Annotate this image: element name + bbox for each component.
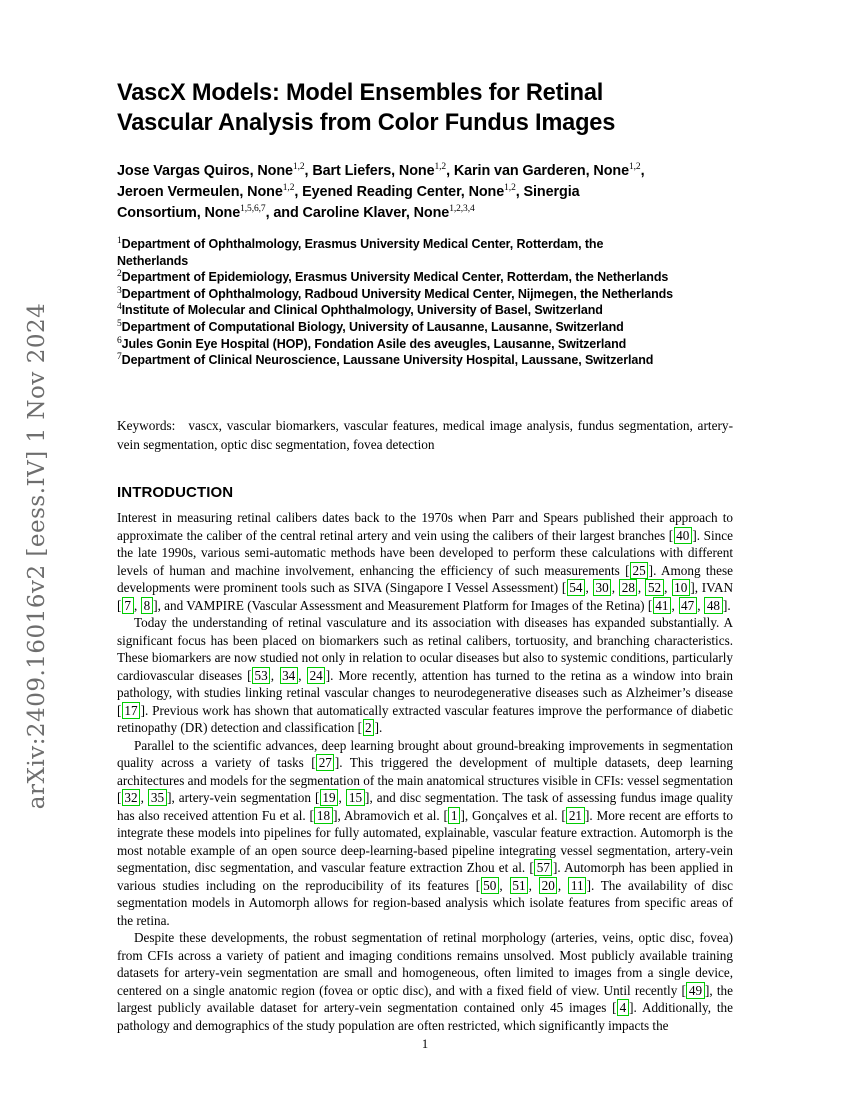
arxiv-watermark: arXiv:2409.16016v2 [eess.IV] 1 Nov 2024 [24, 302, 50, 810]
introduction-body [117, 509, 733, 1034]
superscript: 1,2 [434, 162, 447, 173]
paragraph-3: Parallel to the scientific advances, deep learning brought about ground-breaking improvements in segmentation quality across a variety of tasks [ 27 ]. This triggered the development of multiple datasets, deep learning architectures and models for the segmentation of the main anatomical structures visible in CFIs: vessel segmentation [ 32 , 35 ], artery-vein segmentation [ 19 , 15 ], and disc segmentation. The task of assessing fundus image quality has also received attention Fu et al. [ 18 ], Abramovich et al. [ 1 ], Gonçalves et al. [ 21 ]. More recent are efforts to integrate these models into pipelines for fully automated, explainable, vascular feature extraction. Automorph is the most notable example of an open source deep-learning-based pipeline integrating vessel segmentation, artery-vein segmentation, disc segmentation, and vascular feature extraction Zhou et al. [ 57 ]. Automorph has been applied in various studies including on the reproducibility of its features [ 50 , 51 , 20 , 11 ]. The availability of disc segmentation models in Automorph allows for region-based analysis which isolate features from specific areas of the retina. [117, 737, 734, 928]
citation-link[interactable]: 25 [630, 562, 648, 579]
citation-link[interactable]: 51 [510, 877, 528, 894]
citation-link[interactable]: 52 [645, 579, 663, 596]
superscript: 1,2,3,4 [449, 203, 475, 214]
keywords-text: vascx, vascular biomarkers, vascular features, medical image analysis, fundus segmentation, artery-vein segmentation, optic disc segmentation, fovea detection [117, 418, 733, 452]
superscript: 1 [117, 235, 122, 246]
citation-link[interactable]: 48 [704, 597, 722, 614]
citation-link[interactable]: 8 [141, 597, 153, 614]
citation-link[interactable]: 27 [316, 754, 334, 771]
paper-title-line-2: Vascular Analysis from Color Fundus Images [117, 110, 616, 136]
paper-title-line-1: VascX Models: Model Ensembles for Retinal [117, 80, 604, 106]
keywords-label: Keywords: [117, 418, 176, 433]
superscript: 5 [117, 318, 122, 329]
keywords-line [117, 417, 733, 454]
superscript: 6 [117, 335, 122, 346]
citation-link[interactable]: 21 [566, 807, 584, 824]
citation-link[interactable]: 41 [653, 597, 671, 614]
citation-link[interactable]: 15 [346, 789, 364, 806]
citation-link[interactable]: 18 [314, 807, 332, 824]
citation-link[interactable]: 10 [672, 579, 690, 596]
citation-link[interactable]: 50 [481, 877, 499, 894]
superscript: 1,5,6,7 [240, 203, 266, 214]
citation-link[interactable]: 7 [122, 597, 134, 614]
superscript: 1,2 [292, 162, 305, 173]
citation-link[interactable]: 30 [593, 579, 611, 596]
paper-title [117, 78, 757, 138]
superscript: 3 [117, 285, 122, 296]
page-number: 1 [421, 1037, 429, 1051]
citation-link[interactable]: 17 [122, 702, 140, 719]
citation-link[interactable]: 35 [148, 789, 166, 806]
citation-link[interactable]: 53 [252, 667, 270, 684]
superscript: 4 [117, 302, 122, 313]
citation-link[interactable]: 47 [679, 597, 697, 614]
section-heading-introduction: INTRODUCTION [117, 484, 234, 501]
superscript: 7 [117, 352, 122, 362]
citation-link[interactable]: 24 [307, 667, 325, 684]
citation-link[interactable]: 28 [619, 579, 637, 596]
superscript: 1,2 [629, 162, 641, 173]
citation-link[interactable]: 49 [686, 982, 704, 999]
citation-link[interactable]: 11 [568, 877, 586, 894]
paragraph-2: Today the understanding of retinal vasculature and its association with diseases has expanded substantially. A significant focus has been placed on biomarkers such as retinal calibers, tortuosity, and branching characteristics. These biomarkers are now studied not only in relation to ocular diseases but also to systemic conditions, particularly cardiovascular diseases [ 53 , 34 , 24 ]. More recently, attention has turned to the retina as a window into brain pathology, with studies linking retinal vascular changes to neurodegenerative diseases such as Alzheimer’s disease [ 17 ]. Previous work has shown that automatically extracted vascular features improve the performance of diabetic retinopathy (DR) detection and classification [ 2 ]. [117, 615, 734, 735]
citation-link[interactable]: 34 [280, 667, 298, 684]
citation-link[interactable]: 40 [674, 527, 692, 544]
author-list: Jose Vargas Quiros, None$^{1,2}$, Bart Liefers, None$^{1,2}$, Karin van Garderen, None$^{1,2}$, Jeroen Vermeulen, None$^{1,2}$, Eyened Reading Center, None$^{1,2}$, Sinergia Consortium, None$^{1,5,6,7}$, and Caroline Klaver, None$^{1,2,3,4}$ [117, 162, 645, 221]
superscript: 1,2 [504, 183, 516, 193]
citation-link[interactable]: 1 [448, 807, 460, 824]
citation-link[interactable]: 20 [539, 877, 557, 894]
citation-link[interactable]: 19 [320, 789, 338, 806]
paragraph-4: Despite these developments, the robust segmentation of retinal morphology (arteries, veins, optic disc, fovea) from CFIs across a variety of patient and imaging conditions remains unsolved. Most publicly available training datasets for artery-vein segmentation are small and homogeneous, often limited to images from a single device, centered on a single anatomic region (fovea or optic disc), and with a fixed field of view. Until recently [ 49 ], the largest publicly available dataset for artery-vein segmentation contained only 45 images [ 4 ]. Additionally, the pathology and demographics of the study population are often restricted, which significantly impacts the [117, 930, 733, 1033]
superscript: 1,2 [282, 183, 295, 193]
citation-link[interactable]: 2 [363, 719, 375, 736]
citation-link[interactable]: 4 [617, 999, 629, 1016]
superscript: 2 [117, 269, 122, 280]
paragraph-1: Interest in measuring retinal calibers dates back to the 1970s when Parr and Spears published their approach to approximate the caliber of the central retinal artery and vein using the calibers of their largest branches [ 40 ]. Since the late 1990s, various semi-automatic methods have been developed to perform these calculations with different levels of human and machine involvement, enhancing the efficiency of such measurements [ 25 ]. Among these developments were prominent tools such as SIVA (Singapore I Vessel Assessment) [ 54 , 30 , 28 , 52 , 10 ], IVAN [ 7 , 8 ], and VAMPIRE (Vascular Assessment and Measurement Platform for Images of the Retina) [ 41 , 47 , 48 ]. [117, 510, 734, 613]
citation-link[interactable]: 57 [534, 859, 552, 876]
affiliation-list: $^1$Department of Ophthalmology, Erasmus University Medical Center, Rotterdam, the Netherlands $^2$Department of Epidemiology, Erasmus University Medical Center, Rotterdam, the Netherlands $^3$Department of Ophthalmology, Radboud University Medical Center, Nijmegen, the Netherlands $^4$Institute of Molecular and Clinical Ophthalmology, University of Basel, Switzerland $^5$Department of Computational Biology, University of Lausanne, Lausanne, Switzerland $^6$Jules Gonin Eye Hospital (HOP), Fondation Asile des aveugles, Lausanne, Switzerland $^7$Department of Clinical Neuroscience, Laussane University Hospital, Laussane, Switzerland [117, 235, 674, 368]
citation-link[interactable]: 54 [567, 579, 585, 596]
citation-link[interactable]: 32 [122, 789, 140, 806]
